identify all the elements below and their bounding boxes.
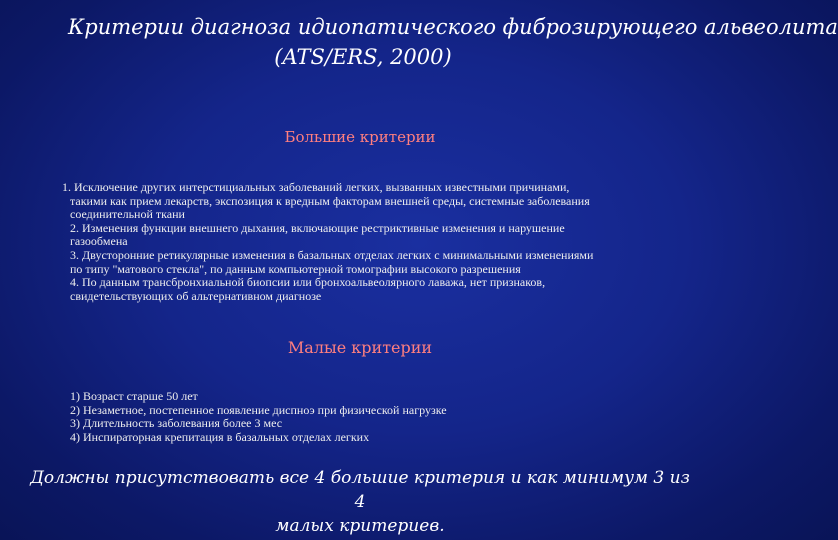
major-criteria-line: 3. Двусторонние ретикулярные изменения в базальных отделах легких с минимальными изменениями: [70, 247, 594, 262]
slide-title: Критерии диагноза идиопатического фиброзирующего альвеолита: [68, 15, 838, 39]
conclusion-line: Должны присутствовать все 4 большие критерия и как минимум 3 из 4: [30, 468, 690, 512]
diagnosis-conclusion: [30, 466, 690, 538]
conclusion-line: малых критериев.: [275, 516, 445, 536]
minor-criteria-line: 2) Незаметное, постепенное появление диспноэ при физической нагрузке: [70, 402, 447, 417]
major-criteria-line: 4. По данным трансбронхиальной биопсии или бронхоальвеолярного лаважа, нет признаков,: [70, 275, 546, 290]
major-criteria-line: свидетельствующих об альтернативном диагнозе: [70, 288, 322, 303]
major-criteria-heading: Большие критерии: [284, 128, 436, 146]
minor-criteria-list: [70, 390, 530, 444]
major-criteria-list: [62, 181, 666, 303]
minor-criteria-line: 1) Возраст старше 50 лет: [70, 389, 198, 403]
minor-criteria-line: 3) Длительность заболевания более 3 мес: [70, 416, 283, 431]
minor-criteria-line: 4) Инспираторная крепитация в базальных отделах легких: [70, 429, 370, 444]
slide-title-source: (ATS/ERS, 2000): [274, 45, 452, 69]
major-criteria-line: 2. Изменения функции внешнего дыхания, включающие рестриктивные изменения и нарушение: [70, 220, 565, 235]
major-criteria-line: соединительной ткани: [70, 207, 185, 222]
major-criteria-line: по типу "матового стекла", по данным компьютерной томографии высокого разрешения: [70, 261, 521, 276]
major-criteria-line: 1. Исключение других интерстициальных заболеваний легких, вызванных известными причинами,: [62, 180, 570, 194]
minor-criteria-heading: Малые критерии: [287, 338, 433, 357]
major-criteria-line: газообмена: [70, 234, 128, 249]
major-criteria-line: такими как прием лекарств, экспозиция к вредным факторам внешней среды, системные заболевания: [70, 193, 590, 208]
